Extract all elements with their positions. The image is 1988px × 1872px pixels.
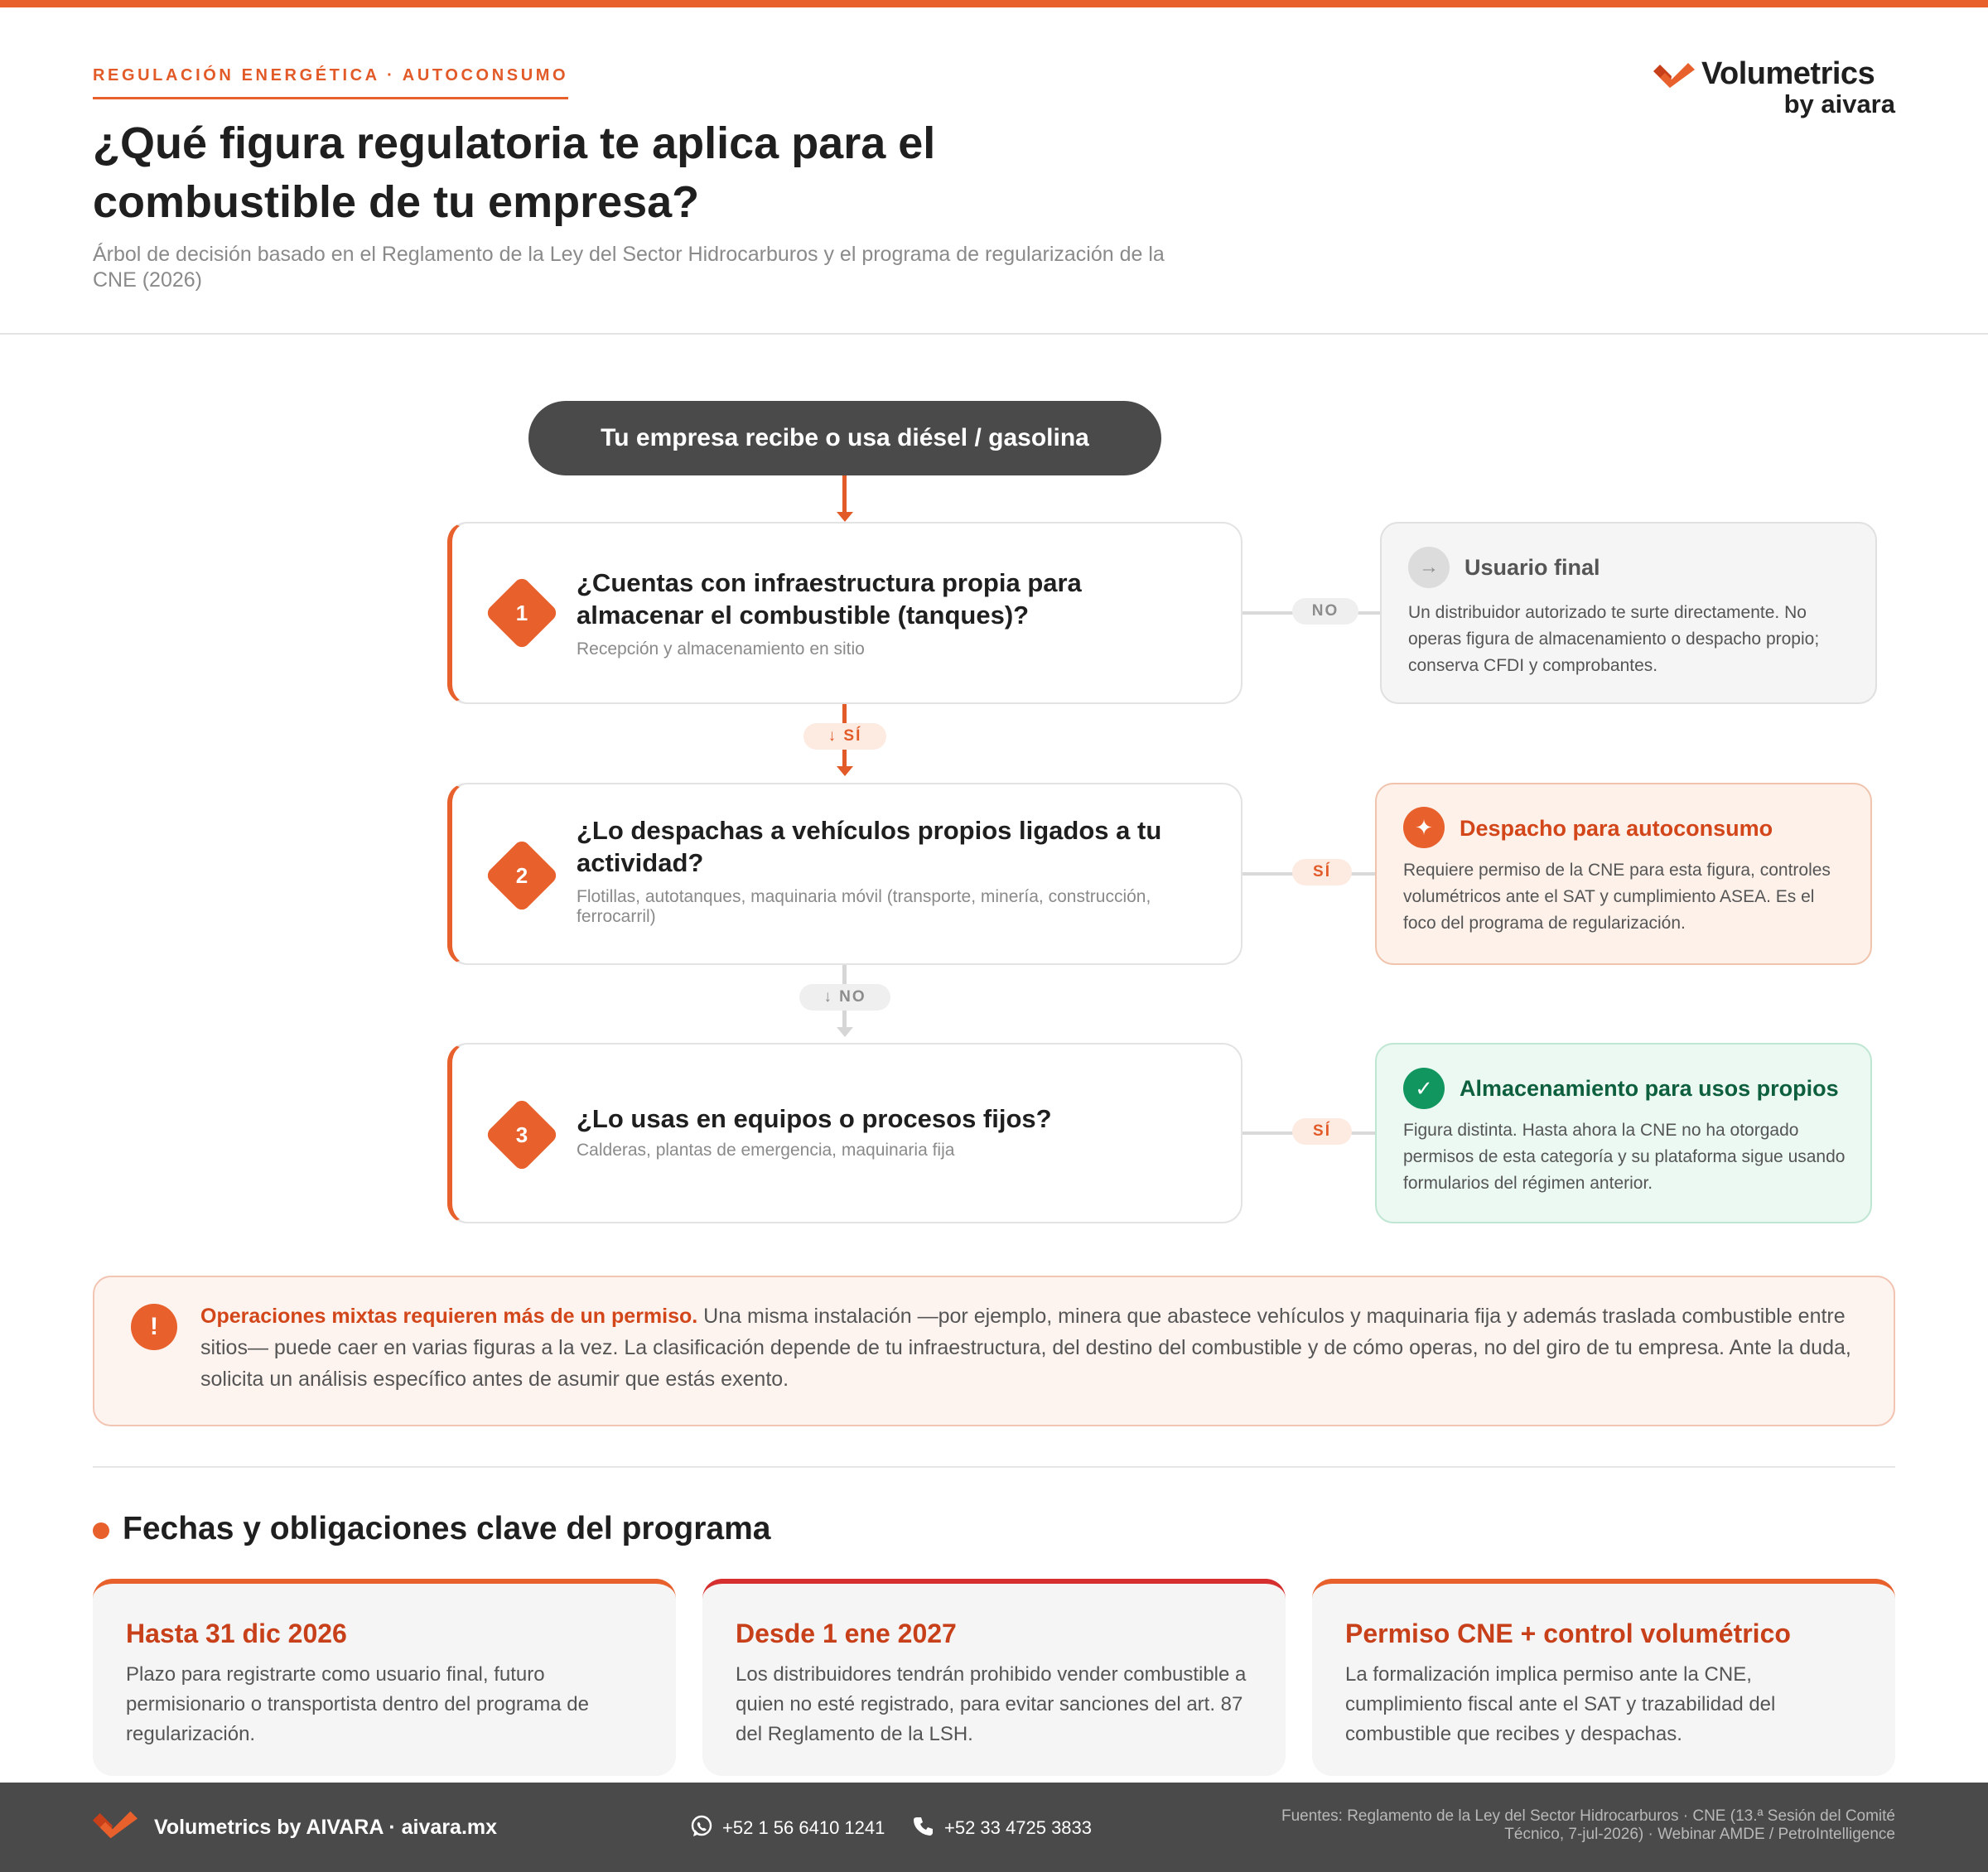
footer	[0, 1783, 1988, 1872]
result-description: Un distribuidor autorizado te surte directamente. No operas figura de almacenamiento o despacho propio; conserva CFDI y comprobantes.	[1408, 603, 1820, 675]
branch-label-yes: SÍ	[1292, 859, 1352, 885]
date-card-title: Desde 1 ene 2027	[736, 1619, 957, 1648]
page-title: ¿Qué figura regulatoria te aplica para el combustible de tu empresa?	[93, 118, 936, 227]
alert-text	[200, 1300, 1865, 1395]
date-card-description: La formalización implica permiso ante la CNE, cumplimiento fiscal ante el SAT y trazabilidad del combustible que recibes y despachas.	[1345, 1663, 1776, 1745]
date-card-description: Los distribuidores tendrán prohibido vender combustible a quien no esté registrado, para evitar sanciones del art. 87 del Reglamento de la LSH.	[736, 1663, 1247, 1745]
connector-q1-q2-top	[842, 704, 847, 724]
page-subtitle: Árbol de decisión basado en el Reglamento de la Ley del Sector Hidrocarburos y el programa de regularización de la CNE (2026)	[93, 243, 1165, 292]
brand-logo[interactable]	[1653, 56, 1895, 121]
mixed-operations-alert	[93, 1276, 1895, 1426]
section-divider	[93, 1466, 1895, 1468]
result-card-usuario-final	[1380, 522, 1877, 704]
bullet-dot-icon	[93, 1522, 109, 1539]
phone-icon	[913, 1816, 934, 1837]
result-description: Requiere permiso de la CNE para esta figura, controles volumétricos ante el SAT y cumplimiento ASEA. Es el foco del programa de regularización.	[1403, 861, 1831, 933]
branch-label-yes: SÍ	[1292, 1118, 1352, 1145]
footer-brand-link[interactable]: Volumetrics by AIVARA · aivara.mx	[154, 1816, 498, 1839]
checkmark-logo-icon	[1653, 60, 1695, 91]
result-title: Almacenamiento para usos propios	[1460, 1076, 1839, 1101]
connector-q2-q3-bottom	[842, 1011, 847, 1029]
down-label-no: ↓ NO	[799, 984, 890, 1011]
arrowhead-icon	[837, 512, 853, 522]
step-number-badge: 1	[495, 586, 548, 639]
branch-label-no: NO	[1292, 598, 1358, 625]
date-card-title: Hasta 31 dic 2026	[126, 1619, 347, 1648]
section-title: Fechas y obligaciones clave del programa	[123, 1511, 771, 1546]
check-icon: ✓	[1403, 1068, 1445, 1109]
question-card-3	[447, 1043, 1242, 1223]
question-hint: Recepción y almacenamiento en sitio	[577, 639, 865, 659]
flow-start-node: Tu empresa recibe o usa diésel / gasolina	[528, 401, 1161, 475]
result-description: Figura distinta. Hasta ahora la CNE no ha otorgado permisos de esta categoría y su plataforma sigue usando formularios del régimen anterior.	[1403, 1121, 1846, 1193]
question-hint: Calderas, plantas de emergencia, maquinaria fija	[577, 1141, 955, 1160]
top-accent-bar	[0, 0, 1988, 7]
date-card-description: Plazo para registrarte como usuario final, futuro permisionario o transportista dentro del programa de regularización.	[126, 1663, 589, 1745]
question-card-1	[447, 522, 1242, 704]
sparkle-icon: ✦	[1403, 807, 1445, 848]
footer-whatsapp-link[interactable]: +52 1 56 6410 1241	[722, 1817, 885, 1838]
question-card-2	[447, 783, 1242, 965]
alert-strong-text: Operaciones mixtas requieren más de un permiso.	[200, 1305, 698, 1328]
question-text: ¿Lo despachas a vehículos propios ligados a tu actividad?	[577, 816, 1162, 877]
date-card-from-2027	[702, 1579, 1286, 1776]
question-hint: Flotillas, autotanques, maquinaria móvil (transporte, minería, construcción, ferrocarril)	[577, 887, 1151, 926]
footer-phone-link[interactable]: +52 33 4725 3833	[944, 1817, 1093, 1838]
result-card-despacho-autoconsumo	[1375, 783, 1872, 965]
alert-body-text: Una misma instalación —por ejemplo, minera que abastece vehículos y maquinaria fija y además traslada combustible entre sitios— puede caer en varias figuras a la vez. La clasificación depende de tu infraestructura, del destino del combustible y de cómo operas, no del giro de tu empresa. Ante la duda, solicita un análisis específico antes de asumir que estás exento.	[200, 1305, 1851, 1391]
question-text: ¿Lo usas en equipos o procesos fijos?	[577, 1104, 1052, 1133]
header-divider	[0, 333, 1988, 335]
result-card-almacenamiento-usos-propios	[1375, 1043, 1872, 1223]
checkmark-logo-icon	[93, 1807, 138, 1842]
arrowhead-icon	[837, 766, 853, 776]
footer-sources: Fuentes: Reglamento de la Ley del Sector Hidrocarburos · CNE (13.ª Sesión del Comité Técnico, 7-jul-2026) · Webinar AMDE / PetroIntelligence	[1281, 1807, 1895, 1843]
result-title: Despacho para autoconsumo	[1460, 816, 1773, 841]
result-title: Usuario final	[1464, 555, 1600, 580]
step-number-badge: 3	[495, 1108, 548, 1161]
step-number-badge: 2	[495, 849, 548, 902]
logo-by-line: by aivara	[1783, 89, 1895, 118]
date-card-title: Permiso CNE + control volumétrico	[1345, 1619, 1791, 1648]
connector-start-q1	[842, 475, 847, 514]
logo-name: Volumetrics	[1701, 56, 1875, 91]
warning-icon: !	[131, 1304, 177, 1350]
eyebrow-label: REGULACIÓN ENERGÉTICA · AUTOCONSUMO	[93, 66, 568, 99]
whatsapp-icon	[689, 1814, 714, 1839]
connector-q2-q3-top	[842, 965, 847, 985]
date-card-deadline-2026	[93, 1579, 676, 1776]
arrowhead-icon	[837, 1027, 853, 1037]
down-label-yes: ↓ SÍ	[803, 723, 886, 750]
date-card-permiso-cne	[1312, 1579, 1895, 1776]
question-text: ¿Cuentas con infraestructura propia para almacenar el combustible (tanques)?	[577, 568, 1082, 630]
arrow-right-icon: →	[1408, 547, 1450, 588]
connector-q1-q2-bottom	[842, 750, 847, 768]
